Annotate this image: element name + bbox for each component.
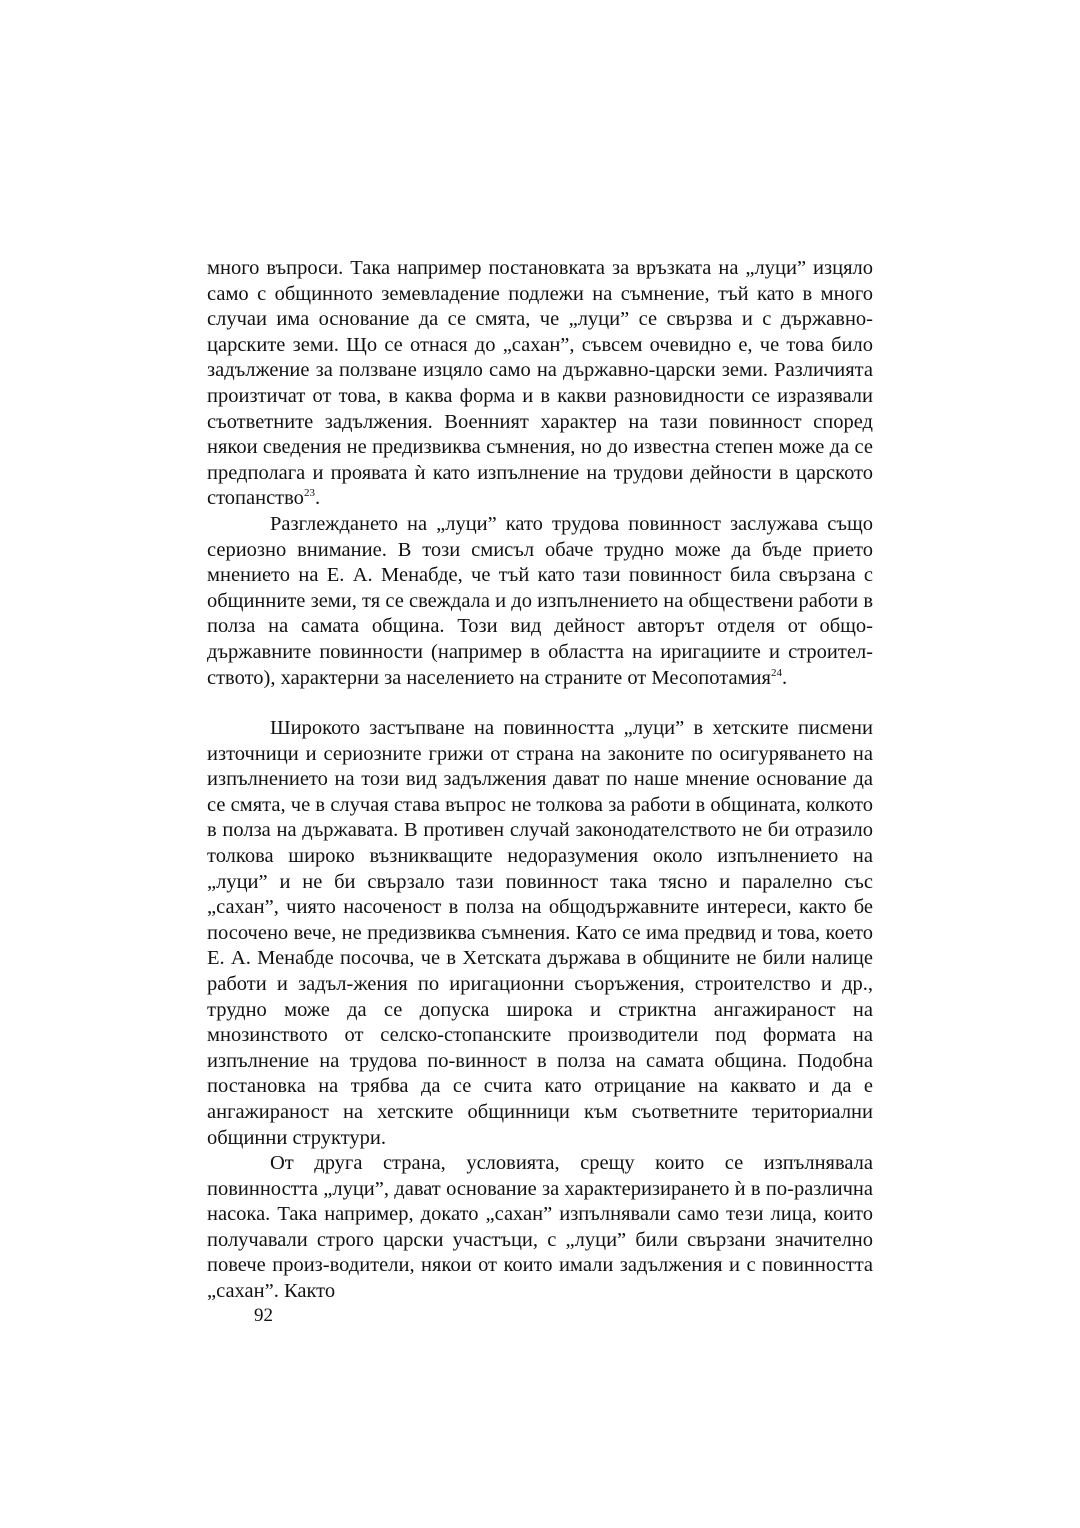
paragraph-text: Разглеждането на „луци” като трудова повинност заслужава също сериозно внимание. В този смисъл обаче трудно може да бъде прието мнението на Е. А. Менабде, че тъй като тази повинност била свързана с общинните земи, тя се свеждала и до изпълнението на обществени работи в полза на самата община. Този вид дейност авторът отделя от общо-държавните повинности (например в областта на иригациите и строител-ството), характерни за населението на страните от Месопотамия xyxy=(207,512,873,689)
paragraph-text: много въпроси. Така например постановката за връзката на „луци” изцяло само с общинното земевладение подлежи на съмнение, тъй като в много случаи има основание да се смята, че „луци” се свързва и с държавно-царските земи. Що се отнася до „сахан”, съвсем очевидно е, че това било задължение за ползване изцяло само на държавно-царски земи. Различията произтичат от това, в каква форма и в какви разновидности се изразявали съответните задължения. Военният характер на тази повинност според някои сведения не предизвиква съмнения, но до известна степен може да се предполага и проявата ѝ като изпълнение на трудови дейности в царското стопанство xyxy=(207,257,873,510)
paragraph xyxy=(207,1151,873,1305)
footnote-ref-24[interactable]: 24 xyxy=(770,666,782,679)
text-section-top xyxy=(207,256,873,691)
paragraph-tail: . xyxy=(314,487,321,510)
paragraph-tail: . xyxy=(781,666,788,689)
paragraph xyxy=(207,716,873,1151)
paragraph-continued xyxy=(207,256,873,512)
text-section-bottom xyxy=(207,716,873,1305)
paragraph-text: От друга страна, условията, срещу които се изпълнявала повинността „луци”, дават основание за характеризирането ѝ в по-различна насока. Така например, докато „сахан” изпълнявали само тези лица, които получавали строго царски участъци, с „луци” били свързани значително повече произ-водители, някои от които имали задължения и с повинността „сахан”. Както xyxy=(207,1152,873,1303)
page-number: 92 xyxy=(254,1305,273,1326)
paragraph-text: Широкото застъпване на повинността „луци” в хетските писмени източници и сериозните грижи от страна на законите по осигуряването на изпълнението на този вид задължения дават по наше мнение основание да се смята, че в случая става въпрос не толкова за работи в общината, колкото в полза на държавата. В противен случай законодателството не би отразило толкова широко възникващите недоразумения около изпълнението на „луци” и не би свързало тази повинност така тясно и паралелно със „сахан”, чиято насоченост в полза на общодържавните интереси, както бе посочено вече, не предизвиква съмнения. Като се има предвид и това, което Е. А. Менабде посочва, че в Хетската държава в общините не били налице работи и задъл-жения по иригационни съоръжения, строителство и др., трудно може да се допуска широка и стриктна ангажираност на мнозинството от селско-стопанските производители под формата на изпълнение на трудова по-винност в полза на самата община. Подобна постановка на трябва да се счита като отрицание на каквато и да е ангажираност на хетските общинници към съответните териториални общинни структури. xyxy=(207,717,873,1149)
footnote-ref-23[interactable]: 23 xyxy=(303,487,315,500)
paragraph xyxy=(207,512,873,691)
